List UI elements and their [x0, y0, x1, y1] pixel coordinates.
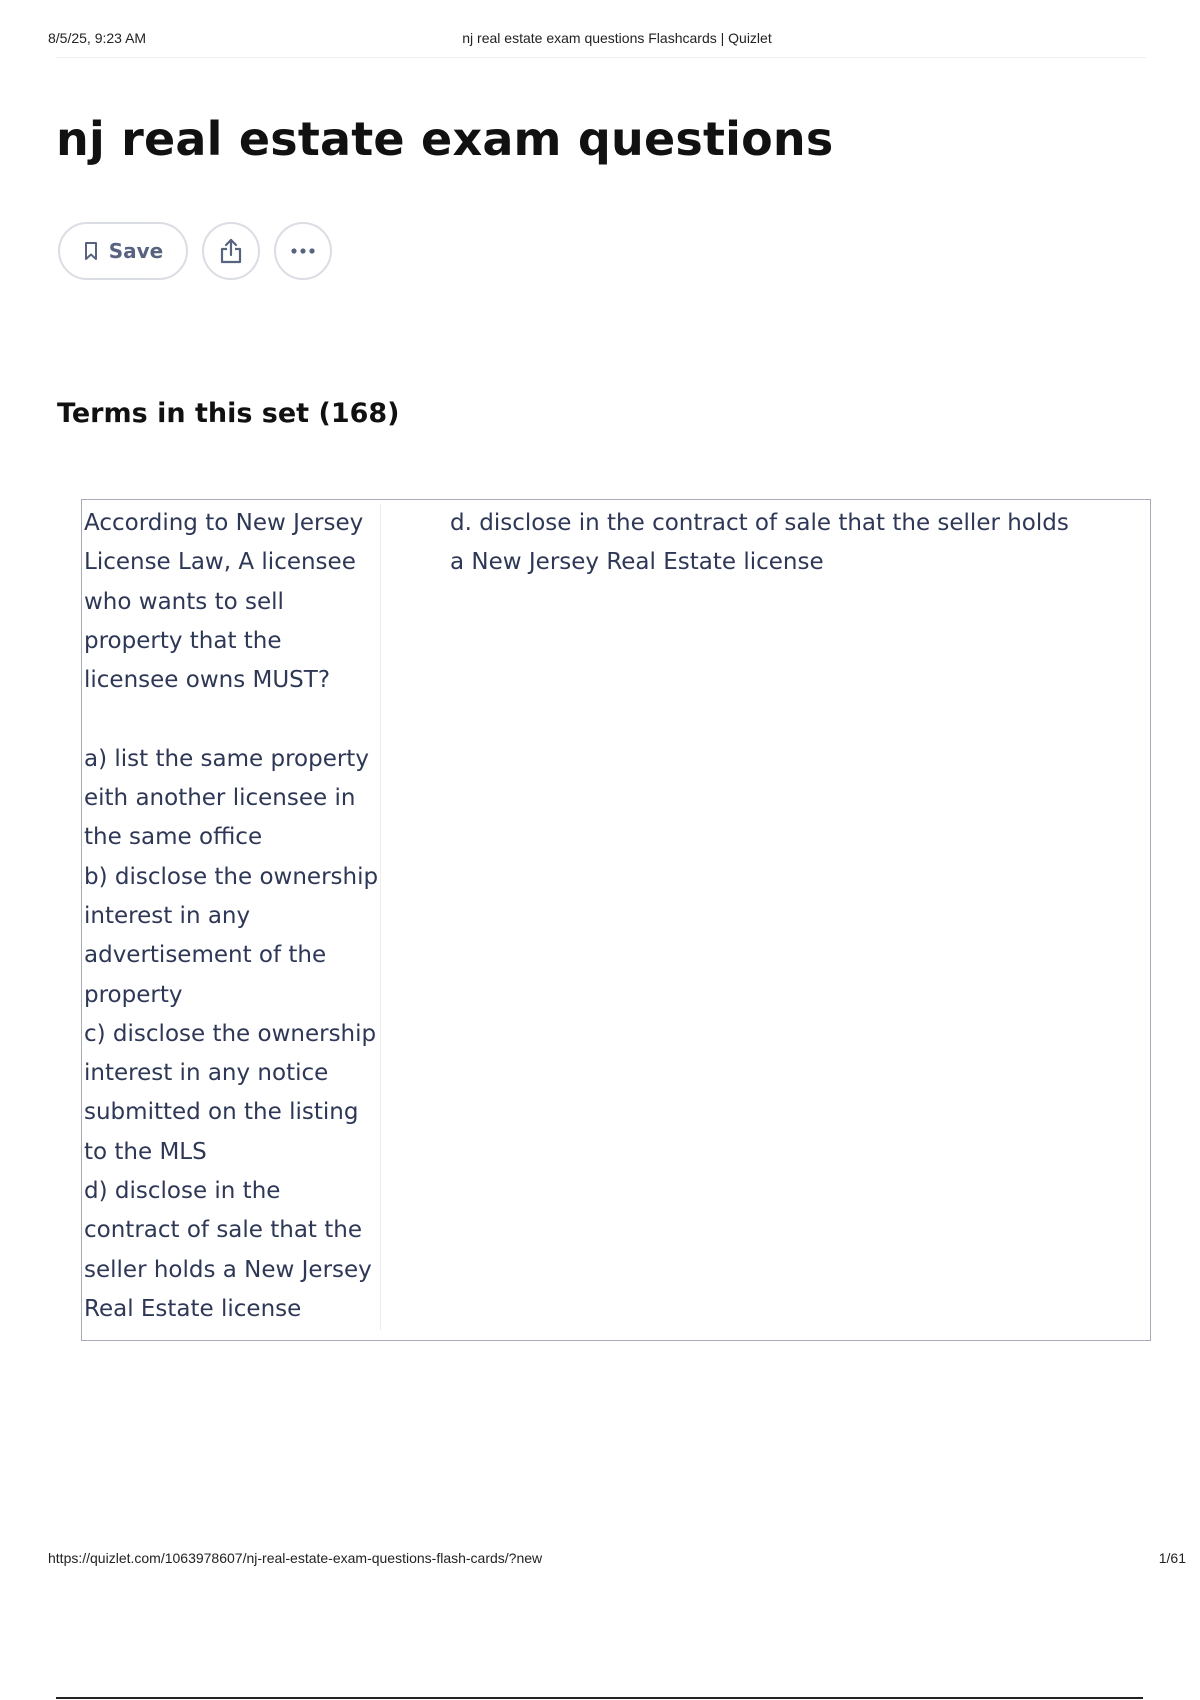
term-card [81, 499, 1151, 1341]
terms-section-heading: Terms in this set (168) [57, 398, 400, 429]
header-divider [56, 57, 1146, 58]
more-options-button[interactable] [274, 222, 332, 280]
print-url: https://quizlet.com/1063978607/nj-real-estate-exam-questions-flash-cards/?new [48, 1550, 543, 1566]
save-button-label: Save [108, 239, 164, 263]
definition-text: d. disclose in the contract of sale that the seller holds a New Jersey Real Estate license [450, 510, 1069, 576]
more-horizontal-icon [289, 247, 317, 255]
term-text: According to New Jersey License Law, A licensee who wants to sell property that the licensee owns MUST? a) list the same property eith another licensee in the same office b) disclose the ownership interest in any advertisement of the property c) disclose the ownership interest in any notice submitted on the listing to the MLS d) disclose in the contract of sale that the seller holds a New Jersey Real Estate license [84, 504, 381, 1330]
page-title: nj real estate exam questions [56, 112, 834, 166]
print-header [48, 30, 1186, 50]
print-footer [48, 1550, 1186, 1570]
share-button[interactable] [202, 222, 260, 280]
print-document-title: nj real estate exam questions Flashcards | Quizlet [462, 30, 772, 46]
print-page-number: 1/61 [1158, 1550, 1186, 1566]
save-button[interactable] [58, 222, 188, 280]
share-icon [218, 237, 244, 265]
bookmark-icon [83, 241, 99, 261]
print-date: 8/5/25, 9:23 AM [48, 30, 147, 46]
bottom-divider [56, 1697, 1143, 1699]
